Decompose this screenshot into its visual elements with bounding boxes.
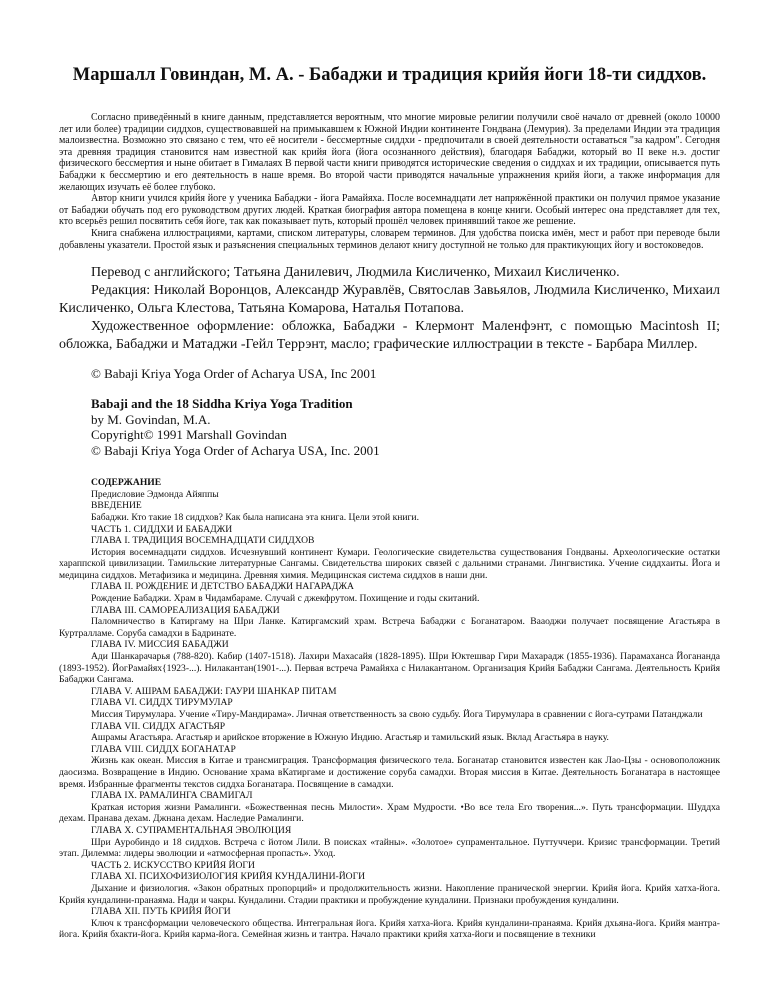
toc-entry: ГЛАВА VIII. СИДДХ БОГАНАТАР (91, 743, 236, 755)
toc-entry: Предисловие Эдмонда Айяппы (91, 488, 219, 500)
toc-entry: История восемнадцати сиддхов. Исчезнувший континент Кумари. Геологические свидетельства существования Гондваны. Археологические остатки хараппской цивилизации. Тамильские литературные Сангамы. Свидетельства широких связей с дальними странами. Лингвистика. Учение сиддхаиты. Йога и медицина сиддхов. Метафизика и медицина. Древняя химия. Медицинская система сиддхов в наши дни. (59, 546, 720, 581)
toc-entry: Миссия Тирумулара. Учение «Тиру-Мандирама». Личная ответственность за свою судьбу. Йога Тирумулара в сравнении с йога-сутрами Патанджали (91, 709, 703, 720)
toc-entry: ЧАСТЬ 2. ИСКУССТВО КРИЙЯ ЙОГИ (91, 859, 255, 871)
toc-entry: ГЛАВА X. СУПРАМЕНТАЛЬНАЯ ЭВОЛЮЦИЯ (91, 824, 292, 836)
toc-entry: Рождение Бабаджи. Храм в Чидамбараме. Случай с джекфрутом. Похищение и годы скитаний. (91, 593, 480, 605)
translation-credit: Перевод с английского; Татьяна Данилевич, Людмила Кисличенко, Михаил Кисличенко. (91, 265, 620, 281)
original-author: by M. Govindan, M.A. (91, 411, 211, 427)
original-copyright: Copyright© 1991 Marshall Govindan (91, 427, 287, 443)
toc-entry: ГЛАВА V. АШРАМ БАБАДЖИ: ГАУРИ ШАНКАР ПИТАМ (91, 685, 337, 697)
toc-entry: ГЛАВА XI. ПСИХОФИЗИОЛОГИЯ КРИЙЯ КУНДАЛИНИ-ЙОГИ (91, 871, 366, 883)
toc-heading: СОДЕРЖАНИЕ (91, 477, 162, 489)
toc-entry: Шри Ауробиндо и 18 сиддхов. Встреча с йотом Лили. В поисках «тайны». «Золотое» супраментальное. Путтуччери. Кризис трансформации. Третий этап. Дилемма: лидеры эволюции и «атмосферная пропасть». Уход. (59, 836, 720, 860)
toc-entry: Паломничество в Катиргаму на Шри Ланке. Катиргамский храм. Встреча Бабаджи с Боганатаром. Вааоджи получает посвящение Агастьяра в Куртралламе. Соруба самадхи в Бадринате. (59, 616, 720, 639)
toc-entry: Ключ к трансформации человеческого общества. Интегральная йога. Крийя хатха-йога. Крийя кундалини-пранаяма. Крийя дхьяна-йога. Крийя мантра-йога. Крийя бхакти-йога. Крийя карма-йога. Семейная жизнь и тантра. Начало практики крийя хатха-йоги и посвящение в техники (59, 917, 720, 941)
credits (59, 264, 720, 354)
toc-entry: ЧАСТЬ 1. СИДДХИ И БАБАДЖИ (91, 523, 233, 535)
page-title: Маршалл Говиндан, М. А. - Бабаджи и традиция крийя йоги 18-ти сиддхов. (72, 65, 707, 85)
annotation-paragraph: Согласно приведённый в книге данным, представляется вероятным, что многие мировые религии получили своё начало от древней (около 10000 лет или более) традиции сиддхов, существовавшей на примыкавшем к Южной Индии континенте Гондвана (Лемурия). За пределами Индии эта традиция малоизвестна. Возможно это связано с тем, что её носители - бессмертные сиддхи - предпочитали в своей деятельности оставаться "за кадром". Сегодня эта древняя традиция становится нам известной как крийя йога (йога осознанного действия), благодаря Бабаджи, который во II веке н.э. достиг физического бессмертия и ныне обитает в Гималаях В первой части книги приводятся исторические сведения о сиддхах и их традиции, описывается путь Бабаджи к бессмертию и его деятельность в наше время. Во второй части приводятся начальные упражнения крийя йоги, а также информация для желающих изучать её более глубоко. (59, 112, 720, 193)
annotation-paragraph: Книга снабжена иллюстрациями, картами, списком литературы, словарем терминов. Для удобства поиска имён, мест и работ при переводе были добавлены указатели. Простой язык и разъяснения специальных терминов делают книгу доступной не только для практикующих йогу и востоковедов. (59, 227, 720, 251)
toc-entry: ГЛАВА VI. СИДДХ ТИРУМУЛАР (91, 697, 233, 709)
original-edition-info (59, 396, 720, 458)
toc-entry: Жизнь как океан. Миссия в Китае и трансмиграция. Трансформация физического тела. Боганатар становится известен как Лао-Цзы - основоположник даосизма. Возвращение в Индию. Основание храма вКатиргаме и достижение соруба самадхи. Вторая миссия в Китае. Деятельность Боганатара в настоящее время. Избранные фрагменты текстов сиддха Боганатара. Посвящение в самадхи. (59, 755, 720, 790)
toc-entry: ГЛАВА XII. ПУТЬ КРИЙЯ ЙОГИ (91, 906, 231, 918)
toc-entry: ГЛАВА III. САМОРЕАЛИЗАЦИЯ БАБАДЖИ (91, 604, 280, 616)
original-publisher: © Babaji Kriya Yoga Order of Acharya USA, Inc. 2001 (91, 442, 380, 458)
design-credit: Художественное оформление: обложка, Бабаджи - Клермонт Маленфэнт, с помощью Macintosh II; обложка, Бабаджи и Матаджи -Гейл Террэнт, масло; графические иллюстрации в тексте - Барбара Миллер. (59, 319, 720, 353)
annotation-paragraph: Автор книги учился крийя йоге у ученика Бабаджи - йога Рамайяха. После восемнадцати лет напряжённой практики он получил прямое указание от Бабаджи обучать под его руководством других людей. Краткая биография автора помещена в конце книги. Особый интерес она представляет для тех, кто всерьёз решил посвятить себя йоге, так как показывает путь, который прошёл человек принявший такое же решение. (59, 193, 720, 228)
table-of-contents (59, 477, 720, 941)
toc-entry: ГЛАВА IX. РАМАЛИНГА СВАМИГАЛ (91, 790, 253, 802)
toc-entries (59, 489, 720, 941)
original-title: Babaji and the 18 Siddha Kriya Yoga Tradition (91, 396, 353, 412)
toc-entry: Краткая история жизни Рамалинги. «Божественная песнь Милости». Храм Мудрости. •Во все тела Его творения...». Путь трансформации. Шуддха дехам. Пранава дехам. Джнана дехам. Наследие Рамалинги. (59, 801, 720, 825)
copyright-notice: © Babaji Kriya Yoga Order of Acharya USA, Inc 2001 (91, 366, 377, 382)
toc-entry: Ади Шанкарачарья (788-820). Кабир (1407-1518). Лахири Махасайя (1828-1895). Шри Юктешвар Гири Махарадж (1855-1936). Парамаханса Йогананда (1893-1952). ЙогРамайях{1923-...). Нилакантан(1901-...). Первая встреча Рамайяха с Нилакантаном. Организация Крийя Бабаджи Сангама. Деятельность Крийя Бабаджи Сангама. (59, 651, 720, 686)
editing-credit: Редакция: Николай Воронцов, Александр Журавлёв, Святослав Завьялов, Людмила Кисличенко, Михаил Кисличенко, Ольга Клестова, Татьяна Комарова, Наталья Потапова. (59, 283, 720, 317)
toc-entry: Дыхание и физиология. «Закон обратных пропорций» и продолжительность жизни. Накопление пранической энергии. Крийя йога. Крийя хатха-йога. Крийя кундалини-пранаяма. Нади и чакры. Кундалини. Стадии практики и пробуждение кундалини. Признаки пробуждения кундалини. (59, 882, 720, 906)
toc-entry: ГЛАВА I. ТРАДИЦИЯ ВОСЕМНАДЦАТИ СИДДХОВ (91, 535, 315, 547)
toc-entry: Бабаджи. Кто такие 18 сиддхов? Как была написана эта книга. Цели этой книги. (91, 511, 419, 523)
annotation (59, 112, 720, 251)
toc-entry: Ашрамы Агастьяра. Агастьяр и арийское вторжение в Южную Индию. Агастьяр и тамильский язык. Вклад Агастьяра в науку. (91, 732, 609, 744)
toc-entry: ГЛАВА VII. СИДДХ АГАСТЬЯР (91, 720, 226, 732)
toc-entry: ГЛАВА II. РОЖДЕНИЕ И ДЕТСТВО БАБАДЖИ НАГАРАДЖА (91, 581, 354, 593)
toc-entry: ВВЕДЕНИЕ (91, 500, 142, 512)
toc-entry: ГЛАВА IV. МИССИЯ БАБАДЖИ (91, 639, 229, 651)
